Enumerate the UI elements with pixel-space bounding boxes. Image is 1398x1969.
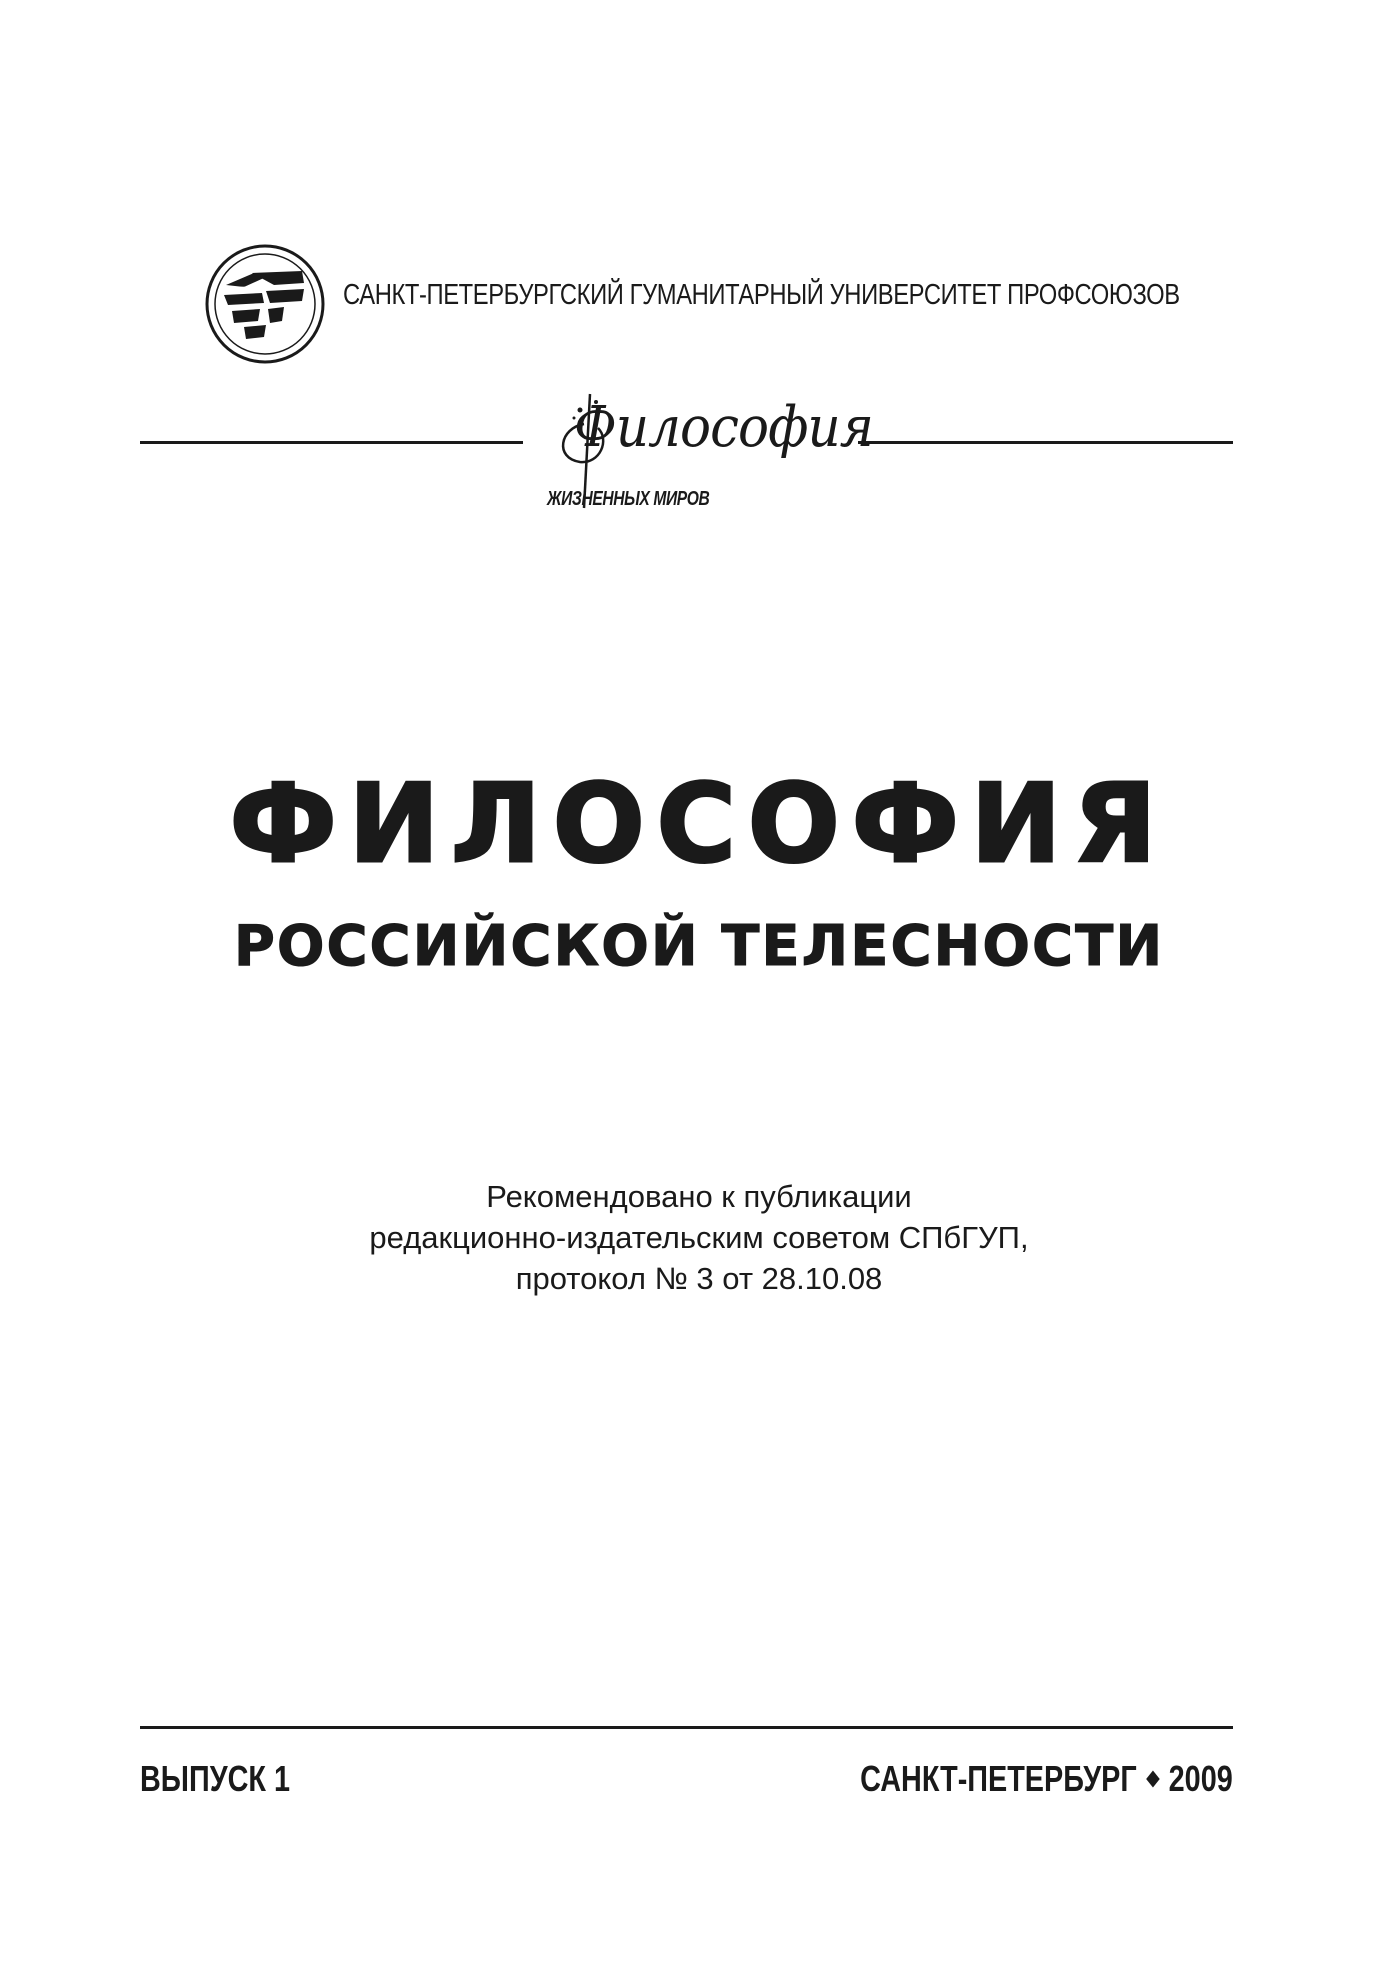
- header-rule-right: [858, 441, 1233, 444]
- series-script-title: Философия: [574, 395, 873, 460]
- publication-place-year: [860, 1758, 1233, 1800]
- header-rule-left: [140, 441, 523, 444]
- recommendation-line-3: протокол № 3 от 28.10.08: [515, 1261, 883, 1296]
- book-subtitle: РОССИЙСКОЙ ТЕЛЕСНОСТИ: [233, 914, 1165, 979]
- city: САНКТ-ПЕТЕРБУРГ: [860, 1758, 1137, 1799]
- recommendation-line-1: Рекомендовано к публикации: [486, 1179, 912, 1214]
- diamond-icon: [1146, 1771, 1160, 1788]
- book-title: ФИЛОСОФИЯ: [229, 762, 1169, 887]
- series-subtitle: ЖИЗНЕННЫХ МИРОВ: [547, 488, 710, 510]
- issue-number: ВЫПУСК 1: [140, 1758, 291, 1799]
- university-emblem-icon: [204, 243, 326, 365]
- year: 2009: [1168, 1758, 1233, 1799]
- footer-rule: [140, 1726, 1233, 1729]
- recommendation-line-2: редакционно-издательским советом СПбГУП,: [369, 1220, 1029, 1255]
- university-name: САНКТ-ПЕТЕРБУРГСКИЙ ГУМАНИТАРНЫЙ УНИВЕРСИТЕТ ПРОФСОЮЗОВ: [343, 279, 1180, 311]
